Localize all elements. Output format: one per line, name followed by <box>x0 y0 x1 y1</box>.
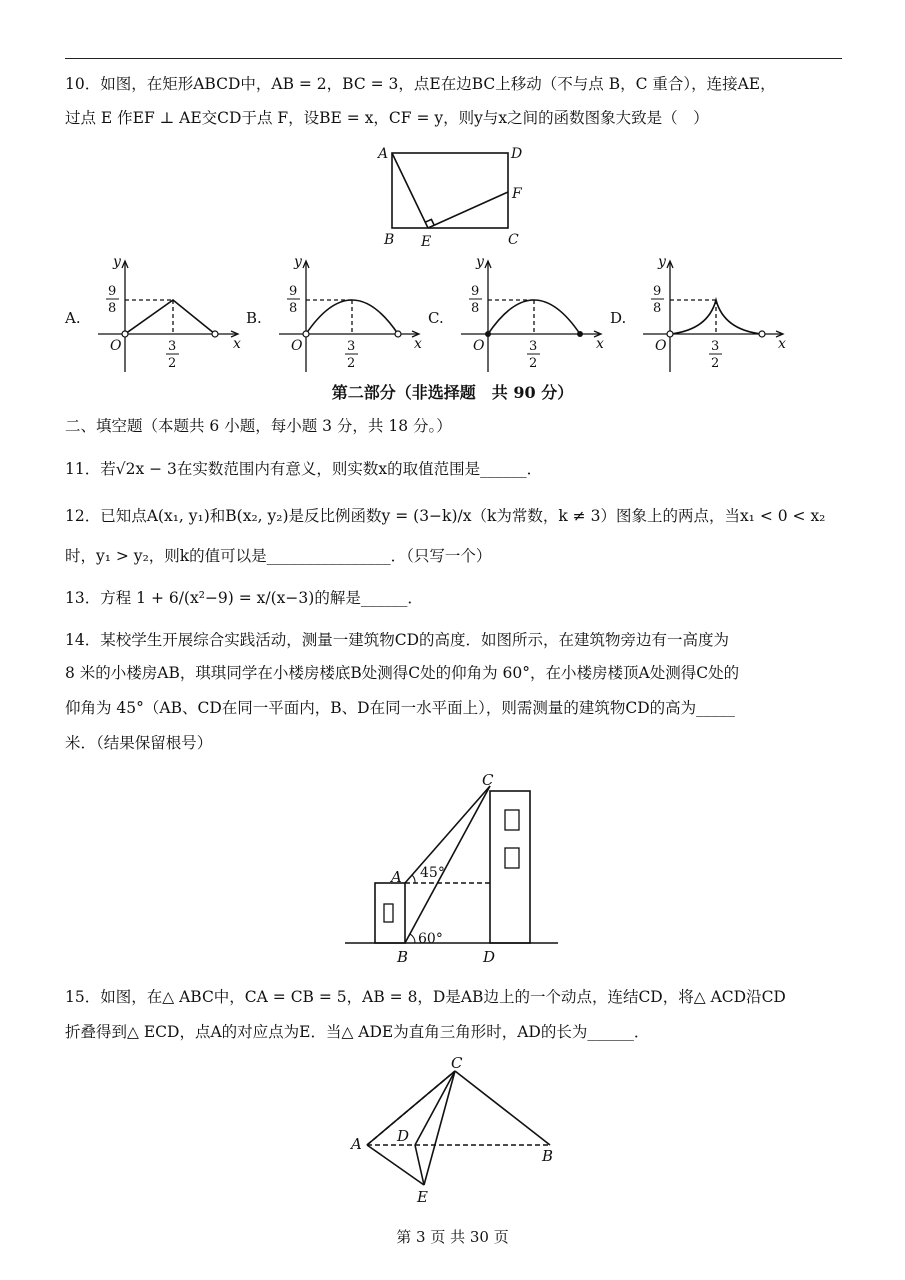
window <box>384 904 393 922</box>
label-b: B <box>542 1147 554 1165</box>
label-a: A <box>378 146 389 162</box>
label-d: D <box>483 948 496 966</box>
peak-denominator: 8 <box>471 301 480 316</box>
label-b: B <box>384 232 395 248</box>
angle45-arc <box>412 875 415 883</box>
option-a-graph <box>65 250 245 375</box>
x-label: x <box>233 336 241 352</box>
option-c-graph <box>428 250 608 375</box>
q14-building-figure <box>340 770 570 970</box>
option-label: D. <box>610 309 627 327</box>
endpoint-right <box>577 331 583 337</box>
part2-heading: 第二部分（非选择题 共 90 分） <box>331 383 574 402</box>
label-e: E <box>417 1188 428 1206</box>
q14-line2: 8 米的小楼房AB，琪琪同学在小楼房楼底B处测得C处的仰角为 60°，在小楼房楼顶A处测得C处的 <box>65 664 740 682</box>
x-label: x <box>414 336 422 352</box>
small-building-ab <box>375 883 405 943</box>
x-numerator: 3 <box>711 339 720 354</box>
x-numerator: 3 <box>347 339 356 354</box>
origin-label: O <box>291 338 303 354</box>
peak-numerator: 9 <box>653 284 662 299</box>
segment-ce <box>424 1071 455 1185</box>
peak-numerator: 9 <box>471 284 480 299</box>
q14-line4: 米．（结果保留根号） <box>65 734 213 752</box>
label-c: C <box>482 771 494 789</box>
angle60-arc <box>410 934 415 943</box>
q15-line2: 折叠得到△ ECD，点A的对应点为E．当△ ADE为直角三角形时，AD的长为______． <box>65 1023 650 1041</box>
line-bc <box>405 786 490 943</box>
segment-ae <box>392 153 428 228</box>
label-d: D <box>397 1127 410 1145</box>
origin-label: O <box>473 338 485 354</box>
label-b: B <box>397 948 409 966</box>
peak-denominator: 8 <box>289 301 298 316</box>
option-label: C. <box>428 309 444 327</box>
label-45: 45° <box>420 865 445 881</box>
window <box>505 810 519 830</box>
y-label: y <box>113 254 121 270</box>
label-60: 60° <box>418 931 443 947</box>
x-label: x <box>778 336 786 352</box>
endpoint-right <box>212 331 218 337</box>
q12-line1: 12．已知点A(x₁, y₁)和B(x₂, y₂)是反比例函数y = (3−k)/x（k为常数，k ≠ 3）图象上的两点，当x₁ < 0 < x₂ <box>65 507 826 525</box>
endpoint-left <box>485 331 491 337</box>
origin-label: O <box>655 338 667 354</box>
x-denominator: 2 <box>168 356 177 371</box>
segment-cb <box>455 1071 550 1145</box>
line-ac <box>405 786 490 883</box>
q14-line1: 14．某校学生开展综合实践活动，测量一建筑物CD的高度．如图所示，在建筑物旁边有一高度为 <box>65 631 730 649</box>
segment-ec <box>367 1071 455 1145</box>
x-label: x <box>596 336 604 352</box>
x-denominator: 2 <box>529 356 538 371</box>
q15-triangle-figure <box>345 1055 575 1210</box>
q12-line2: 时，y₁ > y₂，则k的值可以是________________．（只写一个） <box>65 547 492 565</box>
label-c: C <box>508 232 519 248</box>
window <box>505 848 519 868</box>
label-a: A <box>391 868 402 886</box>
q15-line1: 15．如图，在△ ABC中，CA = CB = 5，AB = 8，D是AB边上的一个动点，连结CD，将△ ACD沿CD <box>65 988 786 1006</box>
peak-denominator: 8 <box>108 301 117 316</box>
endpoint-right <box>759 331 765 337</box>
q10-line1: 10．如图，在矩形ABCD中，AB = 2，BC = 3，点E在边BC上移动（不与点 B，C 重合），连接AE， <box>65 75 776 93</box>
x-numerator: 3 <box>529 339 538 354</box>
label-f: F <box>512 186 522 202</box>
page-footer: 第 3 页 共 30 页 <box>396 1228 509 1246</box>
q14-line3: 仰角为 45°（AB、CD在同一平面内，B、D在同一水平面上），则需测量的建筑物CD的高为_____ <box>65 699 735 717</box>
peak-numerator: 9 <box>108 284 117 299</box>
x-numerator: 3 <box>168 339 177 354</box>
segment-cd <box>415 1071 455 1145</box>
label-c: C <box>451 1054 463 1072</box>
endpoint-left <box>303 331 309 337</box>
segment-ef <box>428 192 508 228</box>
label-e: E <box>421 234 432 250</box>
curve <box>125 300 215 334</box>
q13: 13．方程 1 + 6/(x²−9) = x/(x−3)的解是______． <box>65 589 423 607</box>
x-denominator: 2 <box>347 356 356 371</box>
q11: 11．若√2x − 3在实数范围内有意义，则实数x的取值范围是______． <box>65 460 543 478</box>
origin-label: O <box>110 338 122 354</box>
y-label: y <box>476 254 484 270</box>
endpoint-left <box>667 331 673 337</box>
peak-denominator: 8 <box>653 301 662 316</box>
x-denominator: 2 <box>711 356 720 371</box>
y-label: y <box>658 254 666 270</box>
y-label: y <box>294 254 302 270</box>
peak-numerator: 9 <box>289 284 298 299</box>
tall-building-cd <box>490 791 530 943</box>
option-label: B. <box>246 309 262 327</box>
endpoint-right <box>395 331 401 337</box>
segment-ae <box>367 1145 424 1185</box>
label-a: A <box>351 1135 362 1153</box>
option-d-graph <box>610 250 790 375</box>
option-label: A. <box>65 309 81 327</box>
section2-title: 二、填空题（本题共 6 小题，每小题 3 分，共 18 分。） <box>65 417 452 435</box>
label-d: D <box>511 146 523 162</box>
q10-line2: 过点 E 作EF ⊥ AE交CD于点 F，设BE = x，CF = y，则y与x之间的函数图象大致是（ ） <box>65 109 709 127</box>
top-rule <box>65 58 842 59</box>
q10-rectangle-figure <box>370 140 540 252</box>
option-b-graph <box>246 250 426 375</box>
endpoint-left <box>122 331 128 337</box>
